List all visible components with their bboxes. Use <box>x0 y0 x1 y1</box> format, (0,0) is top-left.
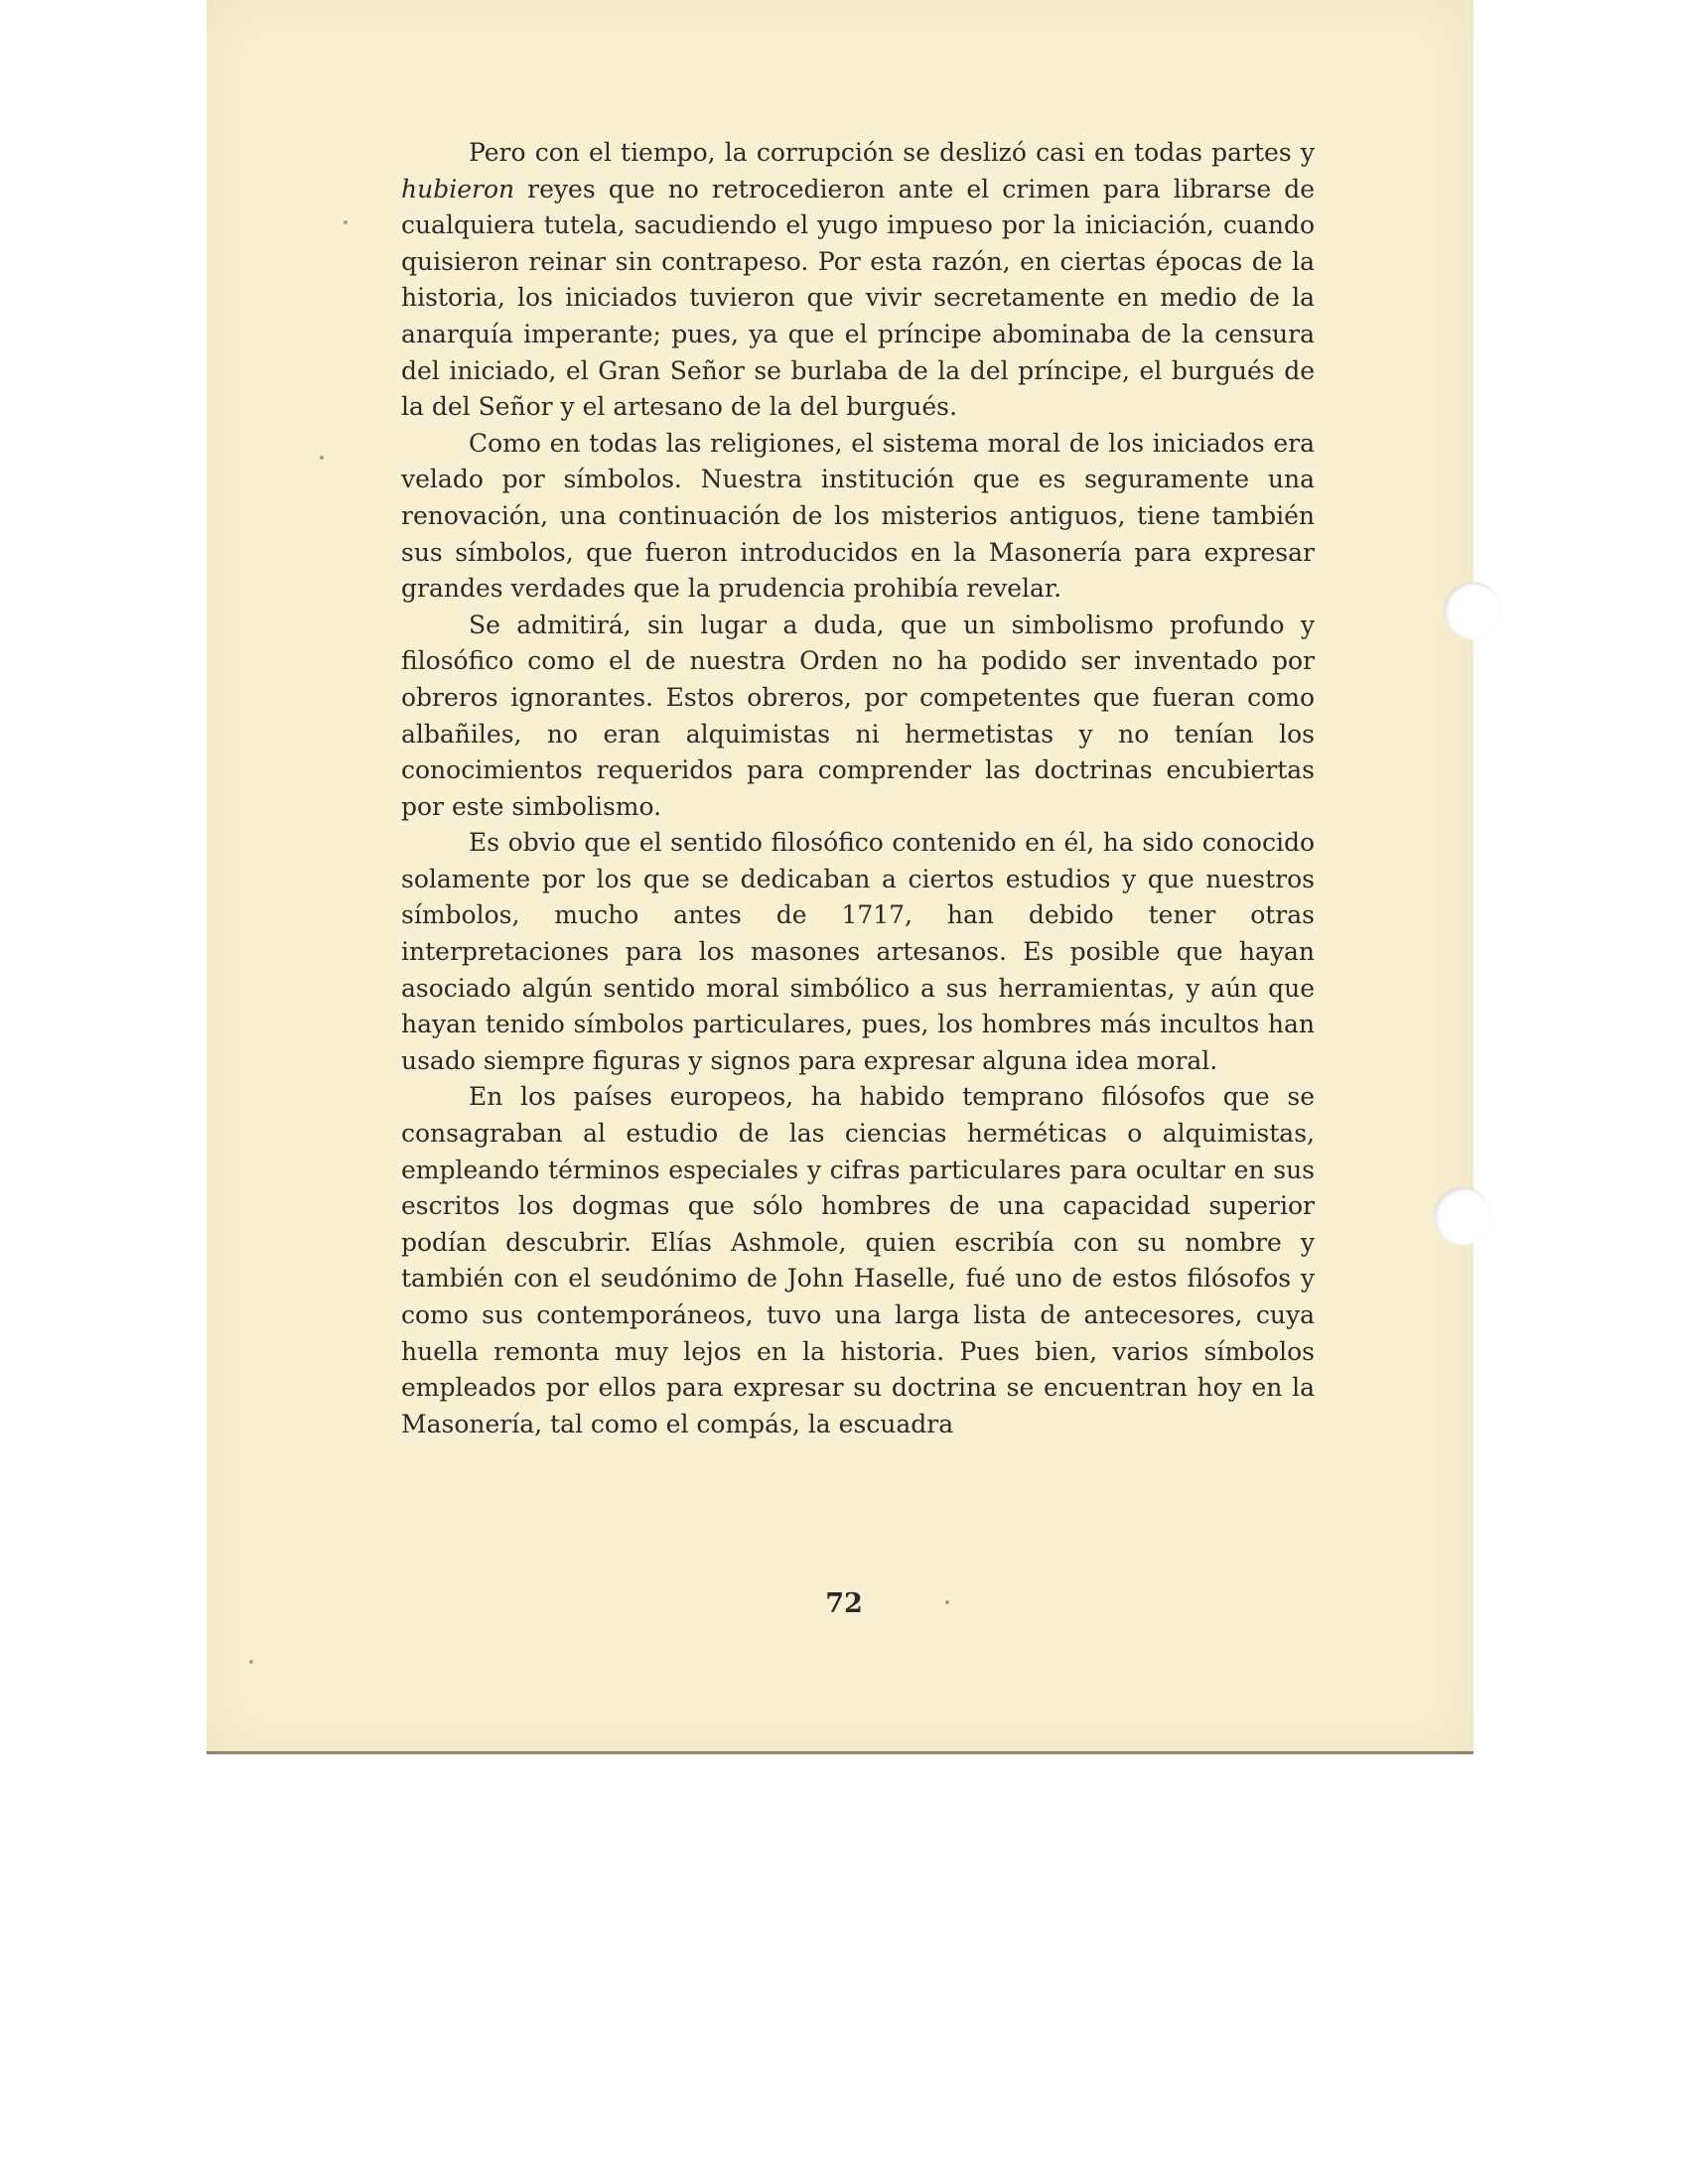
paragraph-1 <box>401 135 1315 426</box>
paragraph-3: Se admitirá, sin lugar a duda, que un simbolismo profundo y filosófico como el de nuestra Orden no ha podido ser inventado por obreros ignorantes. Estos obreros, por competentes que fueran como albañiles, no eran alquimistas ni hermetistas y no tenían los conocimientos requeridos para comprender las doctrinas encubiertas por este simbolismo. <box>401 610 1315 821</box>
punch-hole <box>1444 582 1501 639</box>
paper-speck <box>344 220 348 224</box>
page-edge <box>207 1751 1474 1754</box>
paragraph-1-end: reyes que no retrocedieron ante el crimen para librarse de cualquiera tutela, sacudiendo el yugo impueso por la iniciación, cuando quisieron reinar sin contrapeso. Por esta razón, en ciertas épocas de la historia, los iniciados tuvieron que vivir secretamente en medio de la anarquía imperante; pues, ya que el príncipe abominaba de la censura del iniciado, el Gran Señor se burlaba de la del príncipe, el burgués de la del Señor y el artesano de la del burgués. <box>401 174 1315 422</box>
paper-speck <box>249 1660 253 1664</box>
paragraph-2: Como en todas las religiones, el sistema moral de los iniciados era velado por símbolos. Nuestra institución que es seguramente una renovación, una continuación de los misterios antiguos, tiene también sus símbolos, que fueron introducidos en la Masonería para expresar grandes verdades que la prudencia prohibía revelar. <box>401 428 1315 604</box>
body-text <box>401 135 1315 1442</box>
punch-hole <box>1434 1187 1491 1245</box>
page-number: 72 <box>825 1588 863 1619</box>
paragraph-4: Es obvio que el sentido filosófico contenido en él, ha sido conocido solamente por los que se dedicaban a ciertos estudios y que nuestros símbolos, mucho antes de 1717, han debido tener otras interpretaciones para los masones artesanos. Es posible que hayan asociado algún sentido moral simbólico a sus herramientas, y aún que hayan tenido símbolos particulares, pues, los hombres más incultos han usado siempre figuras y signos para expresar alguna idea moral. <box>401 828 1315 1075</box>
paragraph-1-start: Pero con el tiempo, la corrupción se deslizó casi en todas partes y <box>469 138 1315 167</box>
italic-word: hubieron <box>401 174 515 204</box>
paragraph-5: En los países europeos, ha habido temprano filósofos que se consagraban al estudio de las ciencias herméticas o alquimistas, empleando términos especiales y cifras particulares para ocultar en sus escritos los dogmas que sólo hombres de una capacidad superior podían descubrir. Elías Ashmole, quien escribía con su nombre y también con el seudónimo de John Haselle, fué uno de estos filósofos y como sus contemporáneos, tuvo una larga lista de antecesores, cuya huella remonta muy lejos en la historia. Pues bien, varios símbolos empleados por ellos para expresar su doctrina se encuentran hoy en la Masonería, tal como el compás, la escuadra <box>401 1082 1315 1438</box>
paper-speck <box>320 456 324 460</box>
